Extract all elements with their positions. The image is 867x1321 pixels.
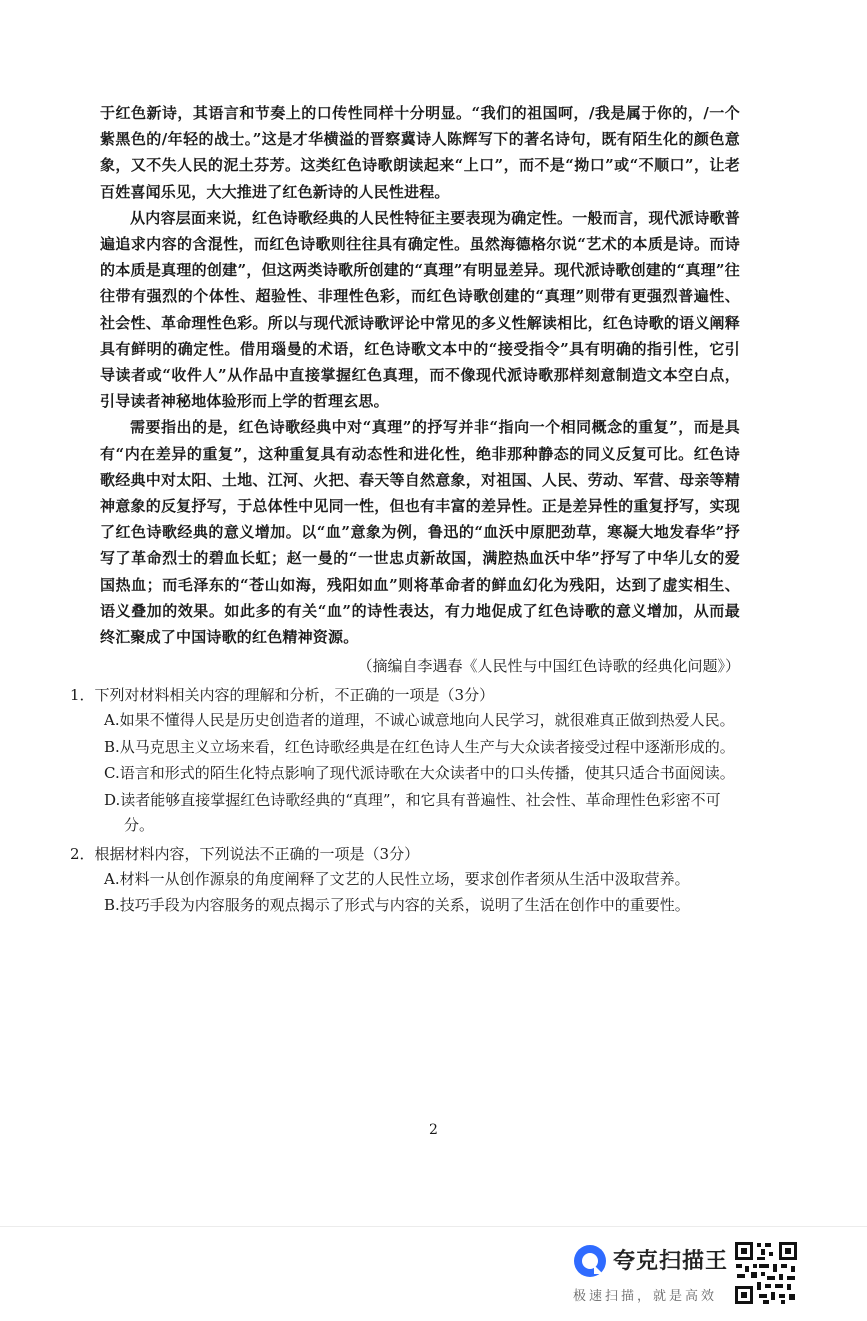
- option-a: A.材料一从创作源泉的角度阐释了文艺的人民性立场，要求创作者须从生活中汲取营养。: [104, 869, 690, 888]
- option-b: B.技巧手段为内容服务的观点揭示了形式与内容的关系，说明了生活在创作中的重要性。: [104, 896, 690, 915]
- option-a: A.如果不懂得人民是历史创造者的道理，不诚心诚意地向人民学习，就很难真正做到热爱人民。: [104, 711, 735, 730]
- paragraph-2: 从内容层面来说，红色诗歌经典的人民性特征主要表现为确定性。一般而言，现代派诗歌普遍追求内容的含混性，而红色诗歌则往往具有确定性。虽然海德格尔说“艺术的本质是诗。而诗的本质是真理的创建”，但这两类诗歌所创建的“真理”有明显差异。现代派诗歌创建的“真理”往往带有强烈的个体性、超验性、非理性色彩，而红色诗歌创建的“真理”则带有更强烈普遍性、社会性、革命理性色彩。所以与现代派诗歌评论中常见的多义性解读相比，红色诗歌的语义阐释具有鲜明的确定性。借用瑙曼的术语，红色诗歌文本中的“接受指令”具有明确的指引性，它引导读者或“收件人”从作品中直接掌握红色真理，而不像现代派诗歌那样刻意制造文本空白点，引导读者神秘地体验形而上学的哲理玄思。: [100, 208, 740, 411]
- article-body: [70, 100, 740, 920]
- qr-code-icon[interactable]: [733, 1240, 799, 1306]
- page-number: 2: [429, 1122, 438, 1138]
- question-title: 2．根据材料内容，下列说法不正确的一项是（3分）: [70, 844, 420, 863]
- footer-divider: [0, 1226, 867, 1227]
- option-d: D.读者能够直接掌握红色诗歌经典的“真理”，和它具有普遍性、社会性、革命理性色彩密不可分。: [104, 790, 721, 835]
- article-source: （摘编自李遇春《人民性与中国红色诗歌的经典化问题》）: [357, 657, 740, 676]
- question-title: 1．下列对材料相关内容的理解和分析，不正确的一项是（3分）: [70, 686, 495, 705]
- option-c: C.语言和形式的陌生化特点影响了现代派诗歌在大众读者中的口头传播，使其只适合书面阅读。: [104, 764, 735, 783]
- question-2: [70, 841, 740, 919]
- question-1: [70, 682, 740, 839]
- paragraph-1: 于红色新诗，其语言和节奏上的口传性同样十分明显。“我们的祖国呵，/我是属于你的，/一个紫黑色的/年轻的战士。”这是才华横溢的晋察冀诗人陈辉写下的著名诗句，既有陌生化的颜色意象，又不失人民的泥土芬芳。这类红色诗歌朗读起来“上口”，而不是“拗口”或“不顺口”，让老百姓喜闻乐见，大大推进了红色新诗的人民性进程。: [100, 104, 740, 201]
- paragraph-3: 需要指出的是，红色诗歌经典中对“真理”的抒写并非“指向一个相同概念的重复”，而是具有“内在差异的重复”，这种重复具有动态性和进化性，绝非那种静态的同义反复可比。红色诗歌经典中对太阳、土地、江河、火把、春天等自然意象，对祖国、人民、劳动、军营、母亲等精神意象的反复抒写，于总体性中见同一性，但也有丰富的差异性。正是差异性的重复抒写，实现了红色诗歌经典的意义增加。以“血”意象为例，鲁迅的“血沃中原肥劲草，寒凝大地发春华”抒写了革命烈士的碧血长虹；赵一曼的“一世忠贞新故国，满腔热血沃中华”抒写了中华儿女的爱国热血；而毛泽东的“苍山如海，残阳如血”则将革命者的鲜血幻化为残阳，达到了虚实相生、语义叠加的效果。如此多的有关“血”的诗性表达，有力地促成了红色诗歌的意义增加，从而最终汇聚成了中国诗歌的红色精神资源。: [100, 418, 740, 647]
- option-b: B.从马克思主义立场来看，红色诗歌经典是在红色诗人生产与大众读者接受过程中逐渐形成的。: [104, 737, 735, 756]
- brand-slogan: 极速扫描，就是高效: [573, 1289, 718, 1304]
- brand-name: 夸克扫描王: [613, 1249, 729, 1274]
- scanner-watermark: [573, 1241, 733, 1304]
- quark-logo-icon: [573, 1244, 607, 1278]
